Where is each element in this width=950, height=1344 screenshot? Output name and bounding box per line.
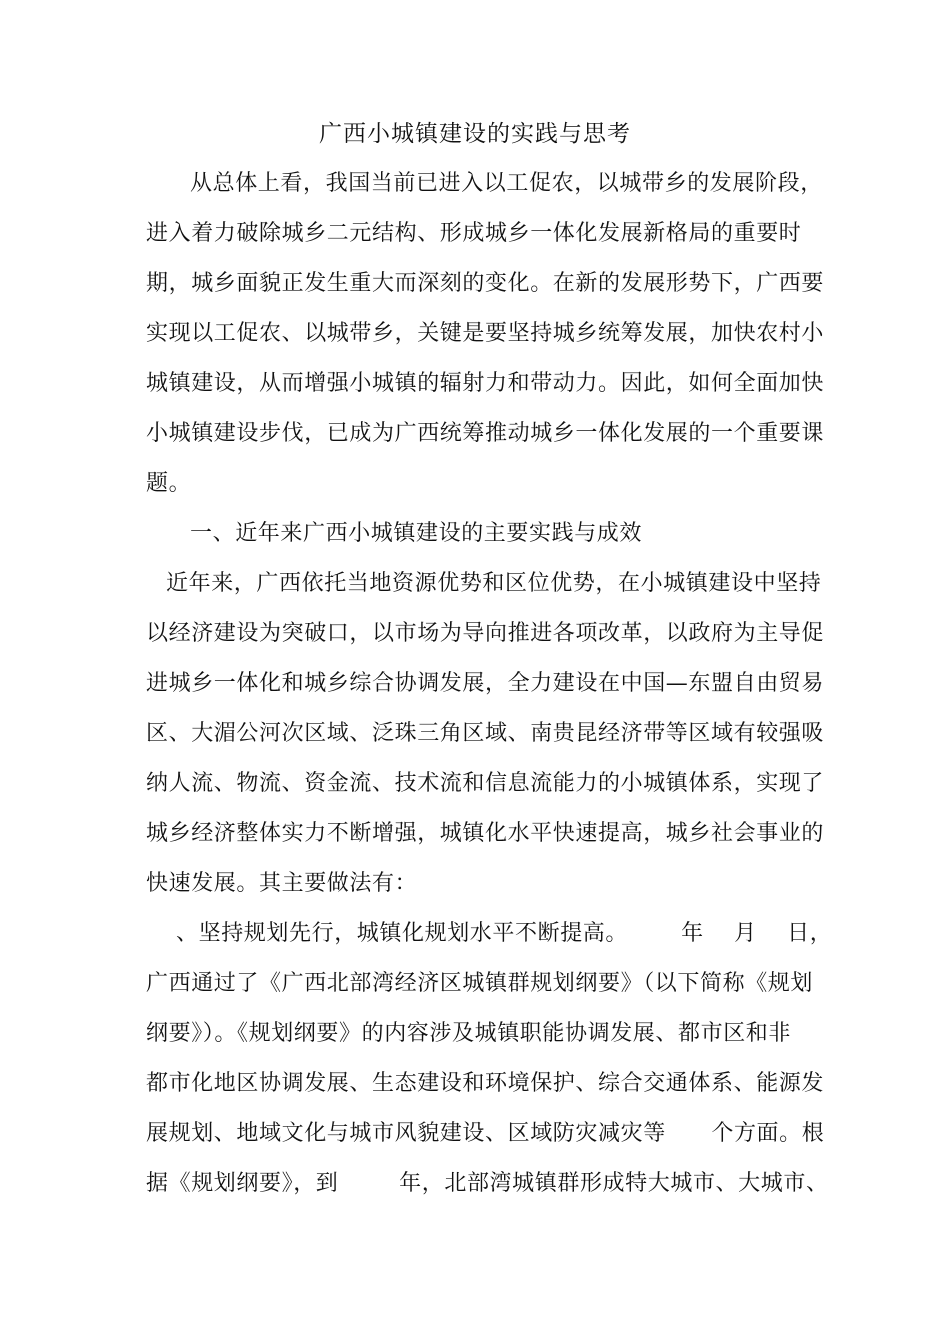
paragraph-line: 城乡经济整体实力不断增强，城镇化水平快速提高，城乡社会事业的	[146, 821, 825, 846]
paragraph-line: 纳人流、物流、资金流、技术流和信息流能力的小城镇体系，实现了	[146, 771, 825, 796]
paragraph-line: 期，城乡面貌正发生重大而深刻的变化。在新的发展形势下，广西要	[146, 271, 825, 296]
paragraph-line: 展规划、地域文化与城市风貌建设、区域防灾减灾等 个方面。根	[146, 1121, 825, 1146]
paragraph-line: 实现以工促农、以城带乡，关键是要坚持城乡统筹发展，加快农村小	[146, 321, 825, 346]
paragraph-line: 据《规划纲要》，到 年，北部湾城镇群形成特大城市、大城市、	[146, 1171, 829, 1196]
section-heading: 一、近年来广西小城镇建设的主要实践与成效	[190, 521, 643, 546]
paragraph-line: 广西通过了《广西北部湾经济区城镇群规划纲要》（以下简称《规划	[146, 971, 814, 996]
paragraph-line: 以经济建设为突破口，以市场为导向推进各项改革，以政府为主导促	[146, 621, 825, 646]
paragraph-line: 都市化地区协调发展、生态建设和环境保护、综合交通体系、能源发	[146, 1071, 825, 1096]
paragraph-line: 纲要》）。《规划纲要》的内容涉及城镇职能协调发展、都市区和非	[146, 1021, 792, 1046]
document-title: 广西小城镇建设的实践与思考	[319, 121, 631, 147]
paragraph-line: 区、大湄公河次区域、泛珠三角区域、南贵昆经济带等区域有较强吸	[146, 721, 825, 746]
paragraph-line: 城镇建设，从而增强小城镇的辐射力和带动力。因此，如何全面加快	[146, 371, 825, 396]
paragraph-line: 、坚持规划先行，城镇化规划水平不断提高。 年 月 日，	[176, 921, 833, 946]
paragraph-line: 题。	[146, 471, 192, 496]
paragraph-line: 近年来，广西依托当地资源优势和区位优势，在小城镇建设中坚持	[166, 571, 822, 596]
paragraph-line: 进入着力破除城乡二元结构、形成城乡一体化发展新格局的重要时	[146, 221, 802, 246]
paragraph-line: 从总体上看，我国当前已进入以工促农，以城带乡的发展阶段，	[190, 171, 823, 196]
paragraph-line: 进城乡一体化和城乡综合协调发展，全力建设在中国—东盟自由贸易	[146, 671, 825, 696]
paragraph-line: 小城镇建设步伐，已成为广西统筹推动城乡一体化发展的一个重要课	[146, 421, 825, 446]
paragraph-line: 快速发展。其主要做法有：	[146, 871, 418, 896]
